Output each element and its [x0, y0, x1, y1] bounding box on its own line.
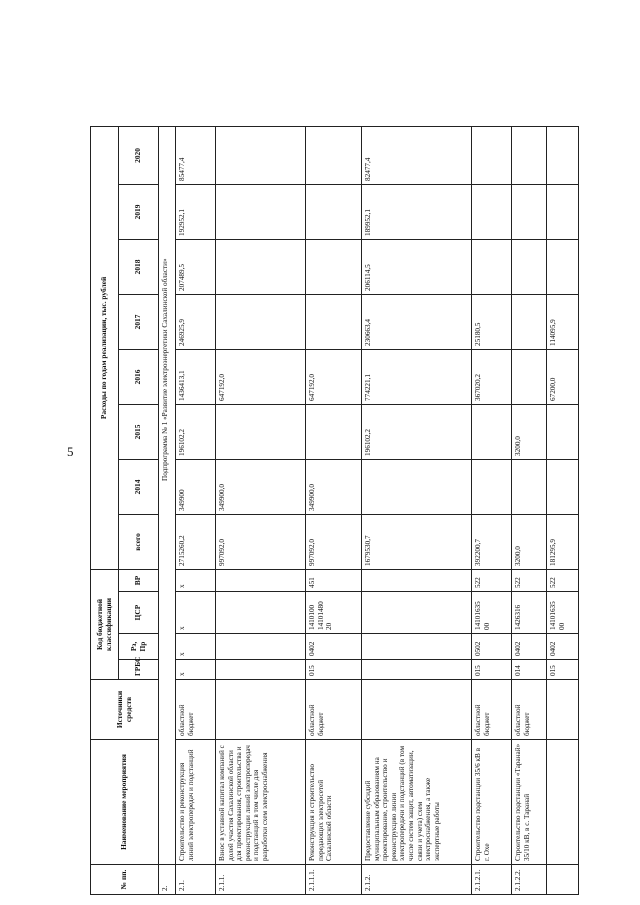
row-value-6	[472, 184, 512, 239]
row-value-0: 2715260,2	[176, 514, 216, 569]
row-value-5	[306, 239, 362, 294]
row-vr: 451	[306, 569, 362, 591]
row-value-6	[216, 184, 306, 239]
row-value-4: 114095,9	[547, 294, 579, 349]
header-year-2018: 2018	[119, 239, 159, 294]
row-rz-pr: 0502	[472, 634, 512, 660]
row-name	[547, 740, 579, 865]
row-source	[547, 680, 579, 740]
row-rz-pr	[216, 634, 306, 660]
row-source: областной бюджет	[472, 680, 512, 740]
row-value-6	[512, 184, 547, 239]
row-num: 2.1.1.	[216, 865, 306, 895]
row-csr	[362, 592, 472, 634]
row-source: областной бюджет	[306, 680, 362, 740]
row-num: 2.1.	[176, 865, 216, 895]
row-grbs: 015	[547, 660, 579, 680]
header-row-1	[91, 126, 119, 894]
header-year-total: всего	[119, 514, 159, 569]
row-name: Взнос в уставной капитал компаний с долей участия Сахалинской области для проектирования, строительства и реконструкции линий электропередач и подстанций в том числе для разработки схем электроснабжения	[216, 740, 306, 865]
header-vr: ВР	[119, 569, 159, 591]
header-rz-pr: Рз, Пр	[119, 634, 159, 660]
row-value-7: 82477,4	[362, 126, 472, 184]
row-value-4: 230663,4	[362, 294, 472, 349]
row-source: областной бюджет	[176, 680, 216, 740]
row-value-1	[512, 459, 547, 514]
row-grbs: 015	[306, 660, 362, 680]
row-csr: 14101635 00	[547, 592, 579, 634]
row-csr: 14101635 00	[472, 592, 512, 634]
table-row	[306, 126, 362, 894]
subprogram-num: 2.	[159, 865, 176, 895]
row-vr: 522	[547, 569, 579, 591]
header-year-2020: 2020	[119, 126, 159, 184]
row-num	[547, 865, 579, 895]
row-num: 2.1.2.1.	[472, 865, 512, 895]
row-name: Строительство подстанции 35/6 кВ в г. Охе	[472, 740, 512, 865]
row-grbs: х	[176, 660, 216, 680]
row-value-3: 1436413,1	[176, 349, 216, 404]
row-value-4	[306, 294, 362, 349]
row-value-0: 392200,7	[472, 514, 512, 569]
row-value-5: 207489,5	[176, 239, 216, 294]
row-value-7	[216, 126, 306, 184]
row-value-2	[547, 404, 579, 459]
row-csr: х	[176, 592, 216, 634]
row-value-3: 647192,0	[216, 349, 306, 404]
row-value-6	[547, 184, 579, 239]
row-value-7	[547, 126, 579, 184]
header-source: Источники средств	[91, 680, 159, 740]
row-value-3: 367020,2	[472, 349, 512, 404]
row-value-2: 196102,2	[176, 404, 216, 459]
row-rz-pr: 0402	[512, 634, 547, 660]
header-year-2015: 2015	[119, 404, 159, 459]
row-value-4: 246925,9	[176, 294, 216, 349]
header-name: Наименование мероприятия	[91, 740, 159, 865]
row-grbs: 015	[472, 660, 512, 680]
row-grbs	[216, 660, 306, 680]
row-value-5	[472, 239, 512, 294]
row-value-6: 189952,1	[362, 184, 472, 239]
row-value-6	[306, 184, 362, 239]
row-csr: 1410100 14101480 20	[306, 592, 362, 634]
row-name: Предоставление субсидий муниципальным образованиям на проектирование, строительство и реконструкцию линии электропередачи и подстанций (в том числе систем защит, автоматизации, связи и учета) схем электроснабжения, а также экспертные работы	[362, 740, 472, 865]
row-value-3: 67200,0	[547, 349, 579, 404]
row-value-0: 181295,9	[547, 514, 579, 569]
row-value-0: 997092,0	[306, 514, 362, 569]
subprogram-row	[159, 126, 176, 894]
table-row	[547, 126, 579, 894]
row-value-0: 997092,0	[216, 514, 306, 569]
header-year-2019: 2019	[119, 184, 159, 239]
row-value-1: 349900,0	[306, 459, 362, 514]
row-vr: 522	[512, 569, 547, 591]
table-row	[362, 126, 472, 894]
row-value-7: 85477,4	[176, 126, 216, 184]
row-value-5: 206114,5	[362, 239, 472, 294]
row-name: Строительство и реконструкция линий электропередач и подстанций	[176, 740, 216, 865]
row-value-4	[512, 294, 547, 349]
header-expenses: Расходы по годам реализации, тыс. рублей	[91, 126, 119, 569]
table-row	[512, 126, 547, 894]
row-grbs: 014	[512, 660, 547, 680]
table-row	[176, 126, 216, 894]
table-row	[472, 126, 512, 894]
row-value-2: 3200,0	[512, 404, 547, 459]
row-rz-pr: х	[176, 634, 216, 660]
row-value-7	[306, 126, 362, 184]
row-value-1: 349900	[176, 459, 216, 514]
row-value-1: 349900,0	[216, 459, 306, 514]
row-rz-pr	[362, 634, 472, 660]
header-year-2017: 2017	[119, 294, 159, 349]
row-value-1	[362, 459, 472, 514]
row-rz-pr: 0402	[547, 634, 579, 660]
row-source	[362, 680, 472, 740]
row-value-7	[512, 126, 547, 184]
row-vr	[362, 569, 472, 591]
expense-table	[90, 126, 579, 895]
row-rz-pr: 0402	[306, 634, 362, 660]
row-vr: 522	[472, 569, 512, 591]
table-body	[176, 126, 579, 894]
row-value-5	[512, 239, 547, 294]
row-num: 2.1.2.2.	[512, 865, 547, 895]
row-csr: 1426316	[512, 592, 547, 634]
header-csr: ЦСР	[119, 592, 159, 634]
row-value-4	[216, 294, 306, 349]
row-value-2	[472, 404, 512, 459]
row-vr	[216, 569, 306, 591]
table-row	[216, 126, 306, 894]
page-number: 5	[67, 444, 74, 459]
row-value-2	[306, 404, 362, 459]
row-name: Строительство подстанции «Таранай» 35/10 кВ, в с. Таранай	[512, 740, 547, 865]
row-value-5	[216, 239, 306, 294]
row-source	[216, 680, 306, 740]
row-grbs	[362, 660, 472, 680]
row-vr: х	[176, 569, 216, 591]
rotated-table-sheet	[90, 127, 570, 895]
row-value-4: 25180,5	[472, 294, 512, 349]
row-value-0: 1679530,7	[362, 514, 472, 569]
row-csr	[216, 592, 306, 634]
row-name: Реконструкция и строительство передающих электросетей Сахалинской области	[306, 740, 362, 865]
header-year-2014: 2014	[119, 459, 159, 514]
header-grbs: ГРБС	[119, 660, 159, 680]
row-value-3: 647192,0	[306, 349, 362, 404]
row-value-2	[216, 404, 306, 459]
row-value-1	[547, 459, 579, 514]
row-value-3	[512, 349, 547, 404]
row-num: 2.1.1.1.	[306, 865, 362, 895]
row-value-7	[472, 126, 512, 184]
row-value-2: 196102,2	[362, 404, 472, 459]
row-value-0: 3200,0	[512, 514, 547, 569]
header-year-2016: 2016	[119, 349, 159, 404]
row-source: областной бюджет	[512, 680, 547, 740]
header-budget-code: Код бюджетной классификации	[91, 569, 119, 679]
row-value-1	[472, 459, 512, 514]
header-num: № пп.	[91, 865, 159, 895]
row-value-5	[547, 239, 579, 294]
row-num: 2.1.2.	[362, 865, 472, 895]
row-value-6: 192952,1	[176, 184, 216, 239]
subprogram-title: Подпрограмма № 1 «Развитие электроэнергетики Сахалинской области»	[159, 126, 176, 864]
row-value-3: 774221,1	[362, 349, 472, 404]
